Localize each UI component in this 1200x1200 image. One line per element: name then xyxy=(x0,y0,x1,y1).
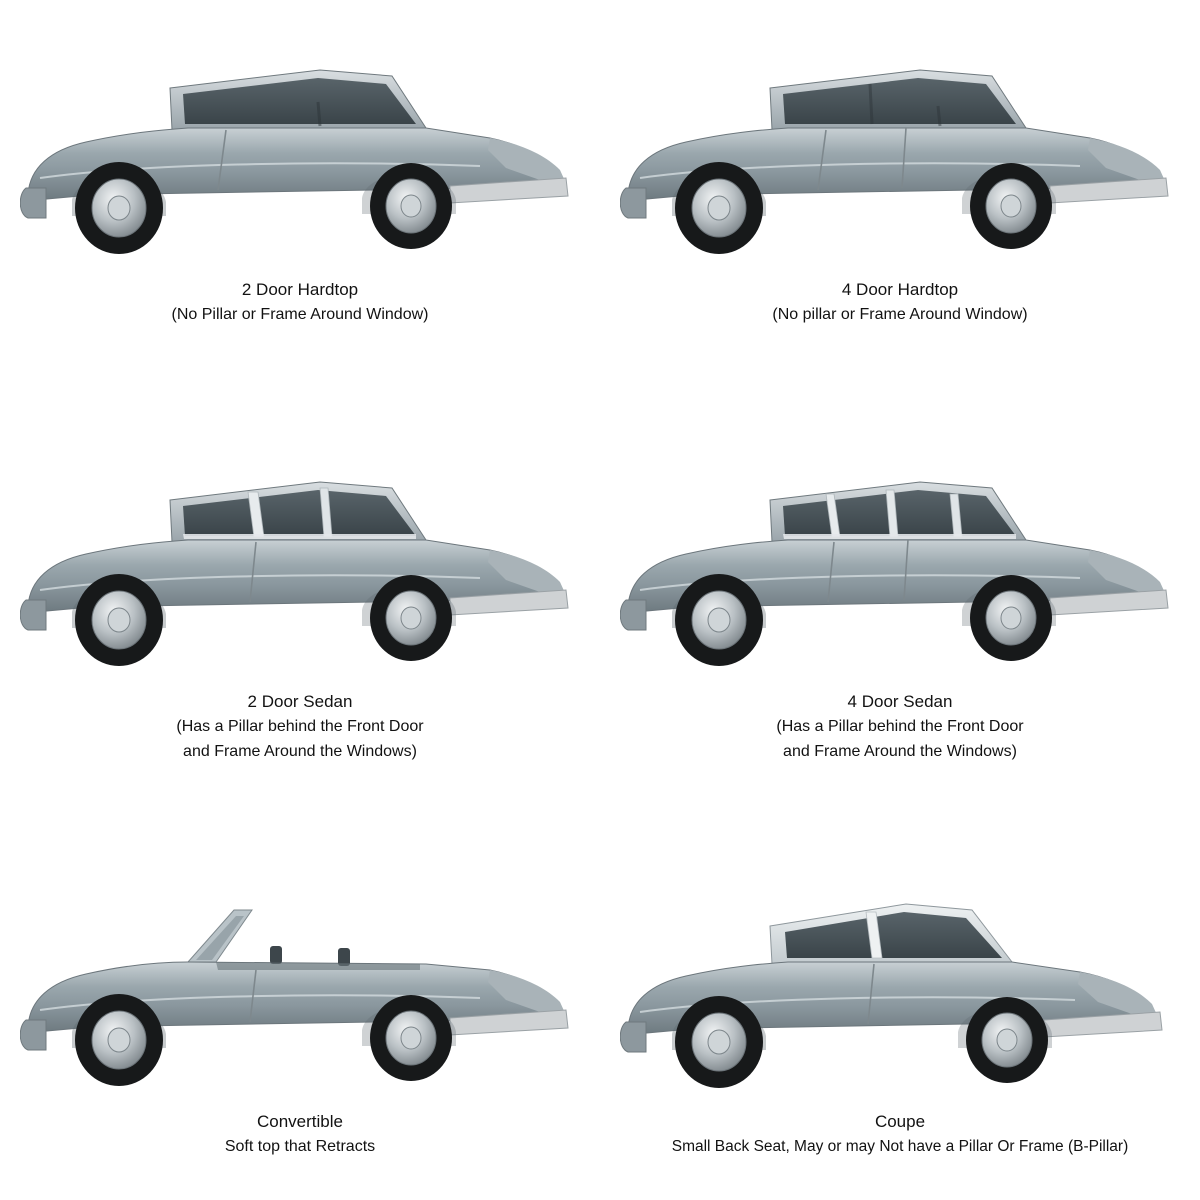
panel-caption xyxy=(776,689,1023,765)
seat-front xyxy=(270,946,282,964)
car-illustration-four-door-hardtop xyxy=(620,18,1180,273)
panel-caption xyxy=(225,1109,375,1160)
panel-subtitle-line: (No Pillar or Frame Around Window) xyxy=(171,306,429,324)
panel-title: 2 Door Hardtop xyxy=(241,280,359,299)
panel-subtitle-line: (Has a Pillar behind the Front Door xyxy=(776,718,1024,736)
panel-four-door-sedan xyxy=(600,400,1200,800)
car-illustration-coupe xyxy=(620,850,1180,1105)
panel-caption xyxy=(772,277,1027,328)
panel-title: Convertible xyxy=(256,1112,343,1131)
panel-caption xyxy=(176,689,423,765)
panel-subtitle-line: Small Back Seat, May or may Not have a Pillar Or Frame (B-Pillar) xyxy=(671,1138,1129,1156)
panel-title: 4 Door Hardtop xyxy=(841,280,959,299)
car-illustration-four-door-sedan xyxy=(620,430,1180,685)
wheel-front xyxy=(75,162,163,254)
panel-title: 2 Door Sedan xyxy=(247,692,353,711)
panel-subtitle-line: and Frame Around the Windows) xyxy=(783,743,1017,761)
panel-convertible xyxy=(0,800,600,1200)
car-illustration-convertible xyxy=(20,850,580,1105)
panel-caption xyxy=(672,1109,1129,1159)
panel-subtitle-line: Soft top that Retracts xyxy=(224,1138,376,1156)
panel-two-door-sedan xyxy=(0,400,600,800)
panel-four-door-hardtop xyxy=(600,0,1200,400)
car-illustration-two-door-sedan xyxy=(20,430,580,685)
panel-subtitle-line: (Has a Pillar behind the Front Door xyxy=(176,718,424,736)
panel-title: 4 Door Sedan xyxy=(847,692,953,711)
wheel-rear xyxy=(370,163,452,249)
panel-subtitle-line: (No pillar or Frame Around Window) xyxy=(772,306,1028,324)
panel-title: Coupe xyxy=(874,1112,926,1131)
car-illustration-two-door-hardtop xyxy=(20,18,580,273)
panel-subtitle-line: and Frame Around the Windows) xyxy=(183,743,417,761)
panel-caption xyxy=(172,277,429,328)
panel-coupe xyxy=(600,800,1200,1200)
panel-two-door-hardtop xyxy=(0,0,600,400)
